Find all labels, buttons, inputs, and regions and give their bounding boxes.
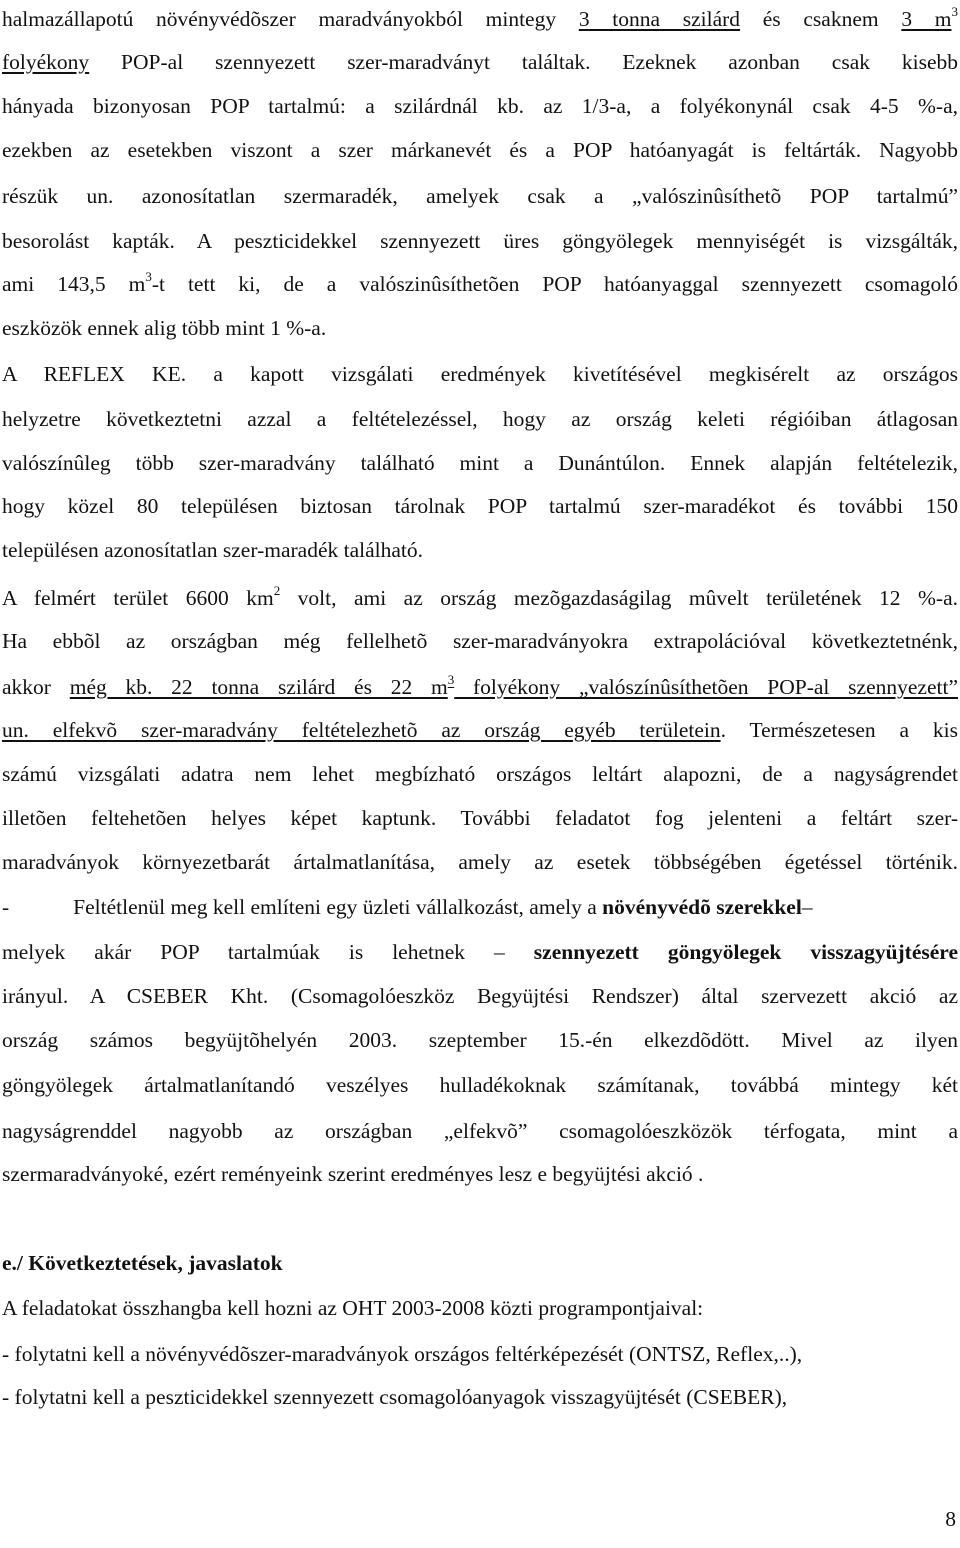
underlined-text: folyékony „valószínûsíthetõen POP-al szennyezett” bbox=[454, 675, 958, 699]
text-span: Feltétlenül meg kell említeni egy üzleti vállalkozást, amely a bbox=[73, 895, 603, 919]
bold-text: szennyezett göngyölegek visszagyüjtésére bbox=[533, 940, 958, 964]
superscript: 2 bbox=[273, 583, 281, 598]
text-span: ami 143,5 m bbox=[2, 272, 146, 296]
underlined-text: folyékony bbox=[2, 50, 90, 74]
text-line: hányada bizonyosan POP tartalmú: a szilárdnál kb. az 1/3-a, a folyékonynál csak 4-5 %-a, bbox=[2, 94, 958, 118]
underlined-text: 3 m bbox=[901, 7, 952, 31]
list-item: - folytatni kell a peszticidekkel szennyezett csomagolóanyagok visszagyüjtését (CSEBER), bbox=[2, 1385, 788, 1409]
text-span: – bbox=[801, 895, 813, 919]
text-line bbox=[2, 269, 958, 299]
text-span: akkor bbox=[2, 675, 70, 699]
text-line: valószínûleg több szer-maradvány található mint a Dunántúlon. Ennek alapján feltételezik, bbox=[2, 451, 958, 475]
text-line: helyzetre következtetni azzal a feltételezéssel, hogy az ország keleti régióiban átlagosan bbox=[2, 407, 958, 431]
text-line: hogy közel 80 településen biztosan tárolnak POP tartalmú szer-maradékot és további 150 bbox=[2, 494, 958, 518]
text-line: ország számos begyüjtõhelyén 2003. szeptember 15.-én elkezdõdött. Mivel az ilyen bbox=[2, 1028, 958, 1052]
text-line: göngyölegek ártalmatlanítandó veszélyes hulladékoknak számítanak, továbbá mintegy két bbox=[2, 1073, 958, 1097]
superscript: 3 bbox=[145, 269, 152, 284]
superscript: 3 bbox=[447, 672, 455, 687]
text-line: ezekben az esetekben viszont a szer márkanevét és a POP hatóanyagát is feltárták. Nagyobb bbox=[2, 138, 958, 162]
text-line: besorolást kapták. A peszticidekkel szennyezett üres göngyölegek mennyiségét is vizsgálták, bbox=[2, 229, 958, 253]
list-dash: - bbox=[2, 895, 10, 919]
text-span: halmazállapotú növényvédõszer maradványokból mintegy bbox=[2, 7, 579, 31]
underlined-text: még kb. 22 tonna szilárd és 22 m bbox=[69, 675, 448, 699]
text-line: részük un. azonosítatlan szermaradék, amelyek csak a „valószinûsíthetõ POP tartalmú” bbox=[2, 184, 958, 208]
text-line: szermaradványoké, ezért reményeink szerint eredményes lesz e begyüjtési akció . bbox=[2, 1162, 704, 1186]
text-line: illetõen feltehetõen helyes képet kaptunk. További feladatot fog jelenteni a feltárt szer- bbox=[2, 806, 958, 830]
text-line: irányul. A CSEBER Kht. (Csomagolóeszköz Begyüjtési Rendszer) által szervezett akció az bbox=[2, 984, 958, 1008]
text-line: A feladatokat összhangba kell hozni az OHT 2003-2008 közti programpontjaival: bbox=[2, 1296, 704, 1320]
text-line: településen azonosítatlan szer-maradék található. bbox=[2, 538, 424, 562]
text-line bbox=[2, 892, 958, 922]
text-line bbox=[2, 672, 958, 702]
text-line bbox=[2, 715, 958, 745]
text-span: A felmért terület 6600 km bbox=[2, 586, 274, 610]
text-line: maradványok környezetbarát ártalmatlanítása, amely az esetek többségében égetéssel történik. bbox=[2, 850, 958, 874]
text-line: A REFLEX KE. a kapott vizsgálati eredmények kivetítésével megkisérelt az országos bbox=[2, 362, 958, 386]
underlined-text: un. elfekvõ szer-maradvány feltételezhetõ az ország egyéb területein bbox=[2, 718, 721, 742]
text-line: eszközök ennek alig több mint 1 %-a. bbox=[2, 316, 327, 340]
text-line bbox=[2, 937, 958, 967]
underlined-text: 3 tonna szilárd bbox=[578, 7, 741, 31]
text-line: nagyságrenddel nagyobb az országban „elfekvõ” csomagolóeszközök térfogata, mint a bbox=[2, 1119, 958, 1143]
text-span: -t tett ki, de a valószinûsíthetõen POP hatóanyaggal szennyezett csomagoló bbox=[151, 272, 958, 296]
text-span: melyek akár POP tartalmúak is lehetnek – bbox=[2, 940, 534, 964]
list-item: - folytatni kell a növényvédõszer-maradványok országos feltérképezését (ONTSZ, Reflex,..), bbox=[2, 1342, 803, 1366]
section-heading: e./ Következtetések, javaslatok bbox=[2, 1251, 283, 1275]
text-line bbox=[2, 4, 958, 34]
text-line: számú vizsgálati adatra nem lehet megbízható országos leltárt alapozni, de a nagyságrendet bbox=[2, 762, 958, 786]
text-span: POP-al szennyezett szer-maradványt találtak. Ezeknek azonban csak kisebb bbox=[89, 50, 958, 74]
text-line bbox=[2, 47, 958, 77]
text-span: volt, ami az ország mezõgazdaságilag mûvelt területének 12 %-a. bbox=[280, 586, 958, 610]
bold-text: növényvédõ szerekkel bbox=[602, 895, 802, 919]
page-number: 8 bbox=[945, 1507, 956, 1531]
text-line bbox=[2, 583, 958, 613]
text-span: és csaknem bbox=[740, 7, 902, 31]
text-span: . Természetesen a kis bbox=[720, 718, 958, 742]
text-line: Ha ebbõl az országban még fellelhetõ szer-maradványokra extrapolációval következtetnénk, bbox=[2, 629, 958, 653]
superscript: 3 bbox=[951, 4, 958, 19]
